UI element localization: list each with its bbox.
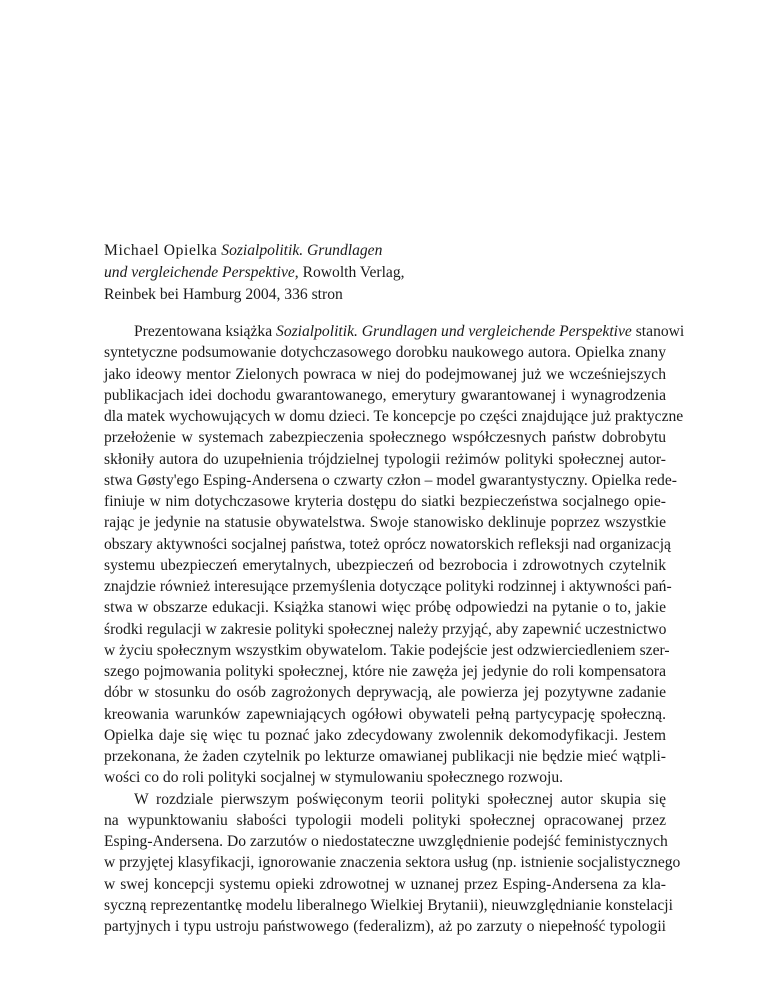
paragraph-1-line: wości co do roli polityki socjalnej w stymulowaniu społecznego rozwoju. (104, 769, 564, 787)
paragraph-2-line: W rozdziale pierwszym poświęconym teorii polityki społecznej autor skupia się (134, 790, 666, 808)
text-run: stanowi (631, 323, 685, 340)
paragraph-1-line: systemu ubezpieczeń emerytalnych, ubezpieczeń od bezrobocia i zdrowotnych czytelnik (104, 556, 666, 574)
paragraph-1-line: rając je jedynie na statusie obywatelstwa. Swoje stanowisko deklinuje poprzez wszystkie (104, 514, 666, 532)
paragraph-1-line: dla matek wychowujących w domu dzieci. Te koncepcje po części znajdujące już praktyczne (104, 408, 684, 425)
paragraph-1-line-1 (104, 321, 685, 342)
paragraph-1-line: przełożenie w systemach zabezpieczenia społecznego współczesnych państw dobrobytu (104, 429, 666, 447)
paragraph-1-line: jako ideowy mentor Zielonych powraca w niej do podejmowanej już we wcześniejszych (104, 365, 666, 383)
paragraph-2-line: Esping-Andersena. Do zarzutów o niedostateczne uwzględnienie podejść feministycznych (104, 833, 668, 850)
paragraph-1-line: publikacjach idei dochodu gwarantowanego, emerytury gwarantowanej i wynagrodzenia (104, 386, 666, 404)
paragraph-1-line: skłoniły autora do uzupełnienia trójdzielnej typologii reżimów polityki społecznej autor- (104, 450, 666, 468)
paragraph-2 (104, 789, 681, 938)
citation-line-1 (104, 240, 664, 262)
paragraph-1-line: kreowania warunków zapewniających ogółowi obywateli pełną partycypację społeczną. (104, 705, 666, 723)
book-citation (104, 240, 664, 306)
paragraph-1-line: znajdzie również interesujące przemyślenia dotyczące polityki rodzinnej i aktywności pań- (104, 578, 672, 595)
paragraph-2-line: w swej koncepcji systemu opieki zdrowotnej w uznanej przez Esping-Andersena za kla- (104, 875, 666, 893)
citation-line-3: Reinbek bei Hamburg 2004, 336 stron (104, 286, 343, 303)
paragraph-1-line: w życiu społecznym wszystkim obywatelom. Takie podejście jest odzwierciedleniem szer- (104, 641, 670, 659)
paragraph-1-line: szego pojmowania polityki społecznej, które nie zawęża jej jedynie do roli kompensatora (104, 663, 666, 680)
paragraph-1-line: dóbr w stosunku do osób zagrożonych deprywacją, ale powierza jej pozytywne zadanie (104, 684, 666, 702)
paragraph-1-line: środki regulacji w zakresie polityki społecznej należy przyjąć, aby zapewnić uczestnictwo (104, 620, 667, 638)
book-title-inline: Sozialpolitik. Grundlagen und vergleichende Perspektive (276, 323, 632, 340)
paragraph-1 (104, 342, 684, 788)
citation-line-2 (104, 262, 664, 284)
paragraph-1-line: przekonana, że żaden czytelnik po lekturze omawianej publikacji nie będzie mieć wątpli- (104, 748, 666, 765)
author-name: Michael Opielka (104, 242, 218, 259)
publisher: , Rowolth Verlag, (294, 264, 405, 281)
paragraph-1-line: stwa Gøsty'ego Esping-Andersena o czwarty człon – model gwarantystyczny. Opielka rede- (104, 471, 677, 489)
paragraph-2-line: partyjnych i typu ustroju państwowego (federalizm), aż po zarzuty o niepełność typologii (104, 918, 666, 935)
text-run: Prezentowana książka (134, 323, 277, 340)
paragraph-1-line: finiuje w nim dotychczasowe kryteria dostępu do siatki bezpieczeństwa socjalnego opie- (104, 493, 666, 510)
paragraph-2-line: na wypunktowaniu słabości typologii modeli polityki społecznej opracowanej przez (104, 811, 666, 829)
book-title-part-1: Sozialpolitik. Grundlagen (221, 242, 383, 259)
paragraph-1-line: syntetyczne podsumowanie dotychczasowego dorobku naukowego autora. Opielka znany (104, 344, 666, 362)
paragraph-1-line: obszary aktywności socjalnej państwa, toteż oprócz nowatorskich refleksji nad organizacją (104, 535, 671, 553)
paragraph-1-line: Opielka daje się więc tu poznać jako zdecydowany zwolennik dekomodyfikacji. Jestem (104, 726, 666, 744)
book-title-part-2: und vergleichende Perspektive (104, 264, 295, 281)
paragraph-2-line: w przyjętej klasyfikacji, ignorowanie znaczenia sektora usług (np. istnienie socjalistycznego (104, 854, 681, 872)
review-text (104, 321, 685, 937)
paragraph-2-line: syczną reprezentantkę modelu liberalnego Wielkiej Brytanii), nieuwzględnianie konstelacji (104, 896, 673, 914)
paragraph-1-line: stwa w obszarze edukacji. Książka stanowi więc próbę odpowiedzi na pytanie o to, jakie (104, 599, 666, 617)
